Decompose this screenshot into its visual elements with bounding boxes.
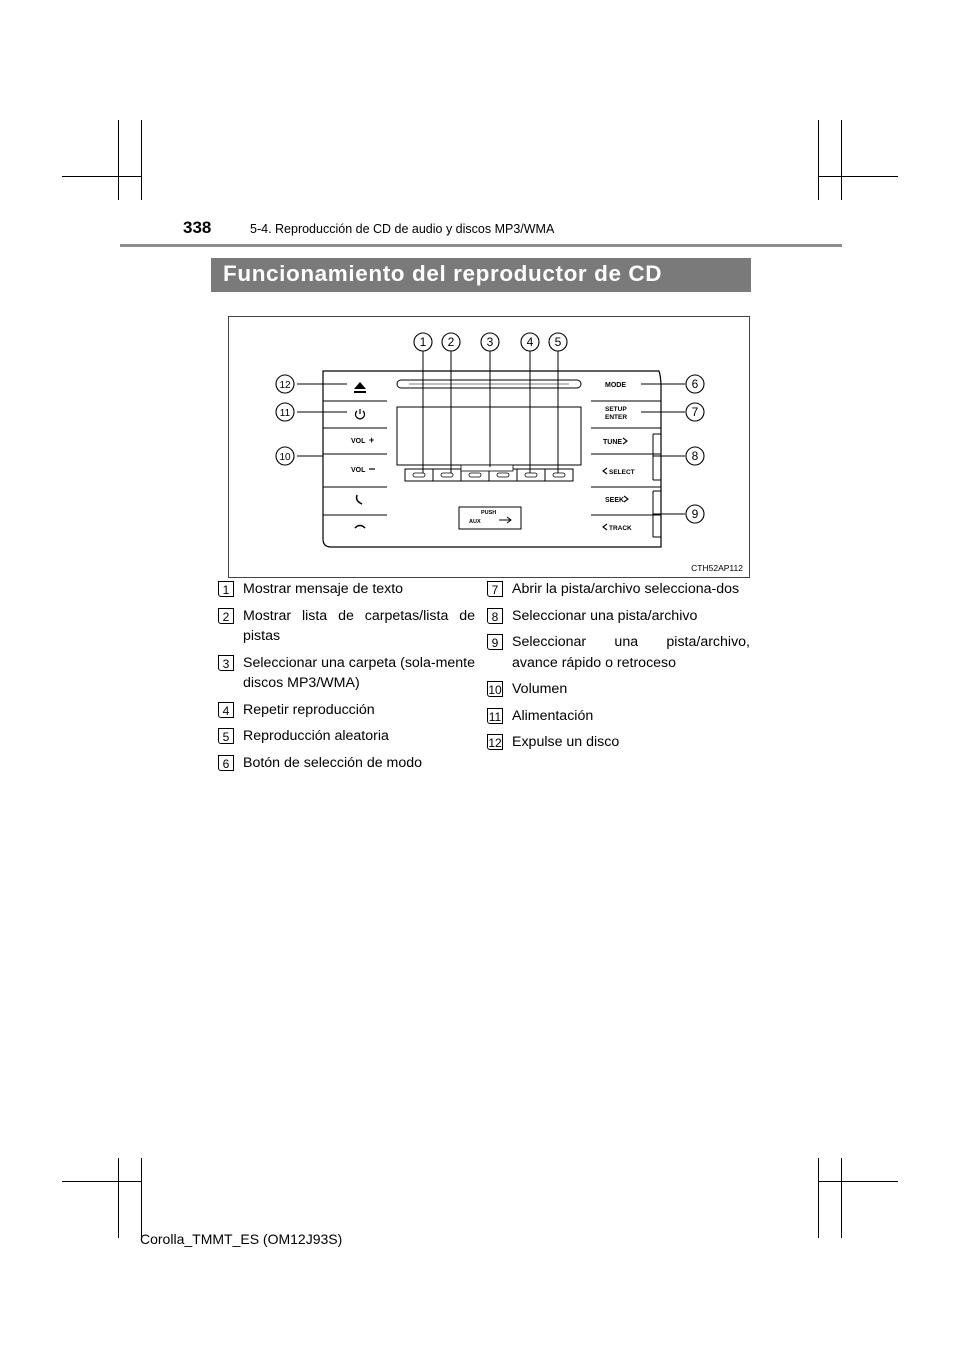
tune-label: TUNE: [603, 439, 623, 446]
callout-number: 6: [691, 377, 699, 391]
audio-panel-illustration: [229, 317, 749, 577]
callout-number: 10: [279, 452, 291, 463]
legend-item: [218, 653, 475, 694]
legend-text: Seleccionar una pista/archivo, avance rápido o retroceso: [512, 634, 750, 671]
legend-column-right: [487, 579, 750, 759]
legend-item: [487, 732, 750, 753]
power-icon: [356, 409, 365, 419]
enter-label: ENTER: [605, 414, 628, 421]
preset-buttons: [405, 465, 573, 481]
phone-pickup-icon: [357, 495, 362, 504]
legend-number: 1: [218, 581, 234, 597]
legend-item: [487, 579, 750, 600]
legend-text: Abrir la pista/archivo selecciona-dos: [512, 581, 740, 597]
legend-text: Repetir reproducción: [243, 701, 375, 718]
track-label: TRACK: [609, 525, 632, 532]
legend-item: [218, 726, 475, 747]
display-screen: [397, 407, 581, 465]
callout-number: 11: [279, 408, 291, 419]
callout-number: 5: [554, 335, 562, 349]
eject-icon: [354, 382, 366, 393]
legend-text: Seleccionar una carpeta (sola-mente discos MP3/WMA): [243, 654, 475, 691]
usb-push-label: PUSH: [481, 510, 497, 516]
page-number: 338: [183, 218, 212, 237]
callout-number: 8: [691, 449, 699, 463]
callout-number: 9: [691, 507, 699, 521]
callout-number: 3: [486, 335, 494, 349]
legend-number: 4: [218, 702, 234, 718]
legend-item: [218, 606, 475, 647]
legend-item: [487, 606, 750, 627]
legend-number: 8: [487, 608, 503, 624]
left-dividers: [323, 401, 387, 515]
section-banner: [211, 258, 751, 292]
legend-text: Reproducción aleatoria: [243, 728, 389, 744]
legend-number: 5: [218, 728, 234, 744]
legend-item: [218, 753, 475, 774]
usb-aux-port: [459, 507, 521, 529]
legend-text: Alimentación: [512, 707, 594, 724]
legend-item: [487, 679, 750, 700]
phone-hangup-icon: [355, 526, 365, 529]
legend-number: 9: [487, 634, 503, 650]
legend-number: 10: [488, 683, 502, 697]
legend-text: Volumen: [512, 681, 568, 697]
figure-code: CTH52AP112: [691, 563, 743, 573]
header-rule: [120, 244, 842, 247]
legend-text: Mostrar lista de carpetas/lista de pistas: [243, 607, 475, 644]
legend-number: 2: [218, 608, 234, 624]
legend-text: Expulse un disco: [512, 734, 620, 750]
track-chevron-icon: [603, 524, 607, 530]
vol-plus-label: VOL: [351, 438, 366, 445]
select-chevron-icon: [603, 468, 607, 474]
select-label: SELECT: [609, 469, 635, 476]
aux-label: AUX: [469, 519, 481, 525]
legend-number: 6: [218, 755, 234, 771]
usb-icon: [499, 517, 511, 523]
setup-label: SETUP: [605, 406, 627, 413]
callout-number: 4: [526, 335, 534, 349]
legend-number: 7: [487, 581, 503, 597]
legend-text: Mostrar mensaje de texto: [243, 581, 404, 597]
legend-number: 11: [488, 709, 502, 724]
seek-label: SEEK: [605, 497, 625, 504]
panel-outline: [323, 371, 661, 547]
legend-item: [487, 632, 750, 673]
callout-number: 2: [447, 335, 455, 349]
legend-item: [218, 579, 475, 600]
legend-number: 3: [218, 655, 234, 671]
legend-item: [487, 706, 750, 727]
callout-number: 1: [419, 335, 427, 349]
footer-code: Corolla_TMMT_ES (OM12J93S): [140, 1231, 343, 1247]
audio-panel-figure: [228, 316, 750, 578]
plus-icon: +: [369, 435, 375, 445]
legend-item: [218, 700, 475, 721]
vol-minus-label: VOL: [351, 467, 366, 474]
mode-label: MODE: [605, 382, 626, 389]
tune-chevron-icon: [623, 438, 627, 444]
banner-title: Funcionamiento del reproductor de CD: [223, 261, 663, 286]
legend-text: Seleccionar una pista/archivo: [512, 607, 698, 624]
legend-column-left: [218, 579, 475, 779]
seek-chevron-icon: [624, 496, 628, 502]
legend-text: Botón de selección de modo: [243, 754, 423, 771]
section-title: 5-4. Reproducción de CD de audio y discos MP3/WMA: [250, 222, 555, 236]
callout-number: 7: [691, 405, 699, 419]
legend-number: 12: [488, 736, 502, 750]
callout-number: 12: [279, 380, 291, 391]
